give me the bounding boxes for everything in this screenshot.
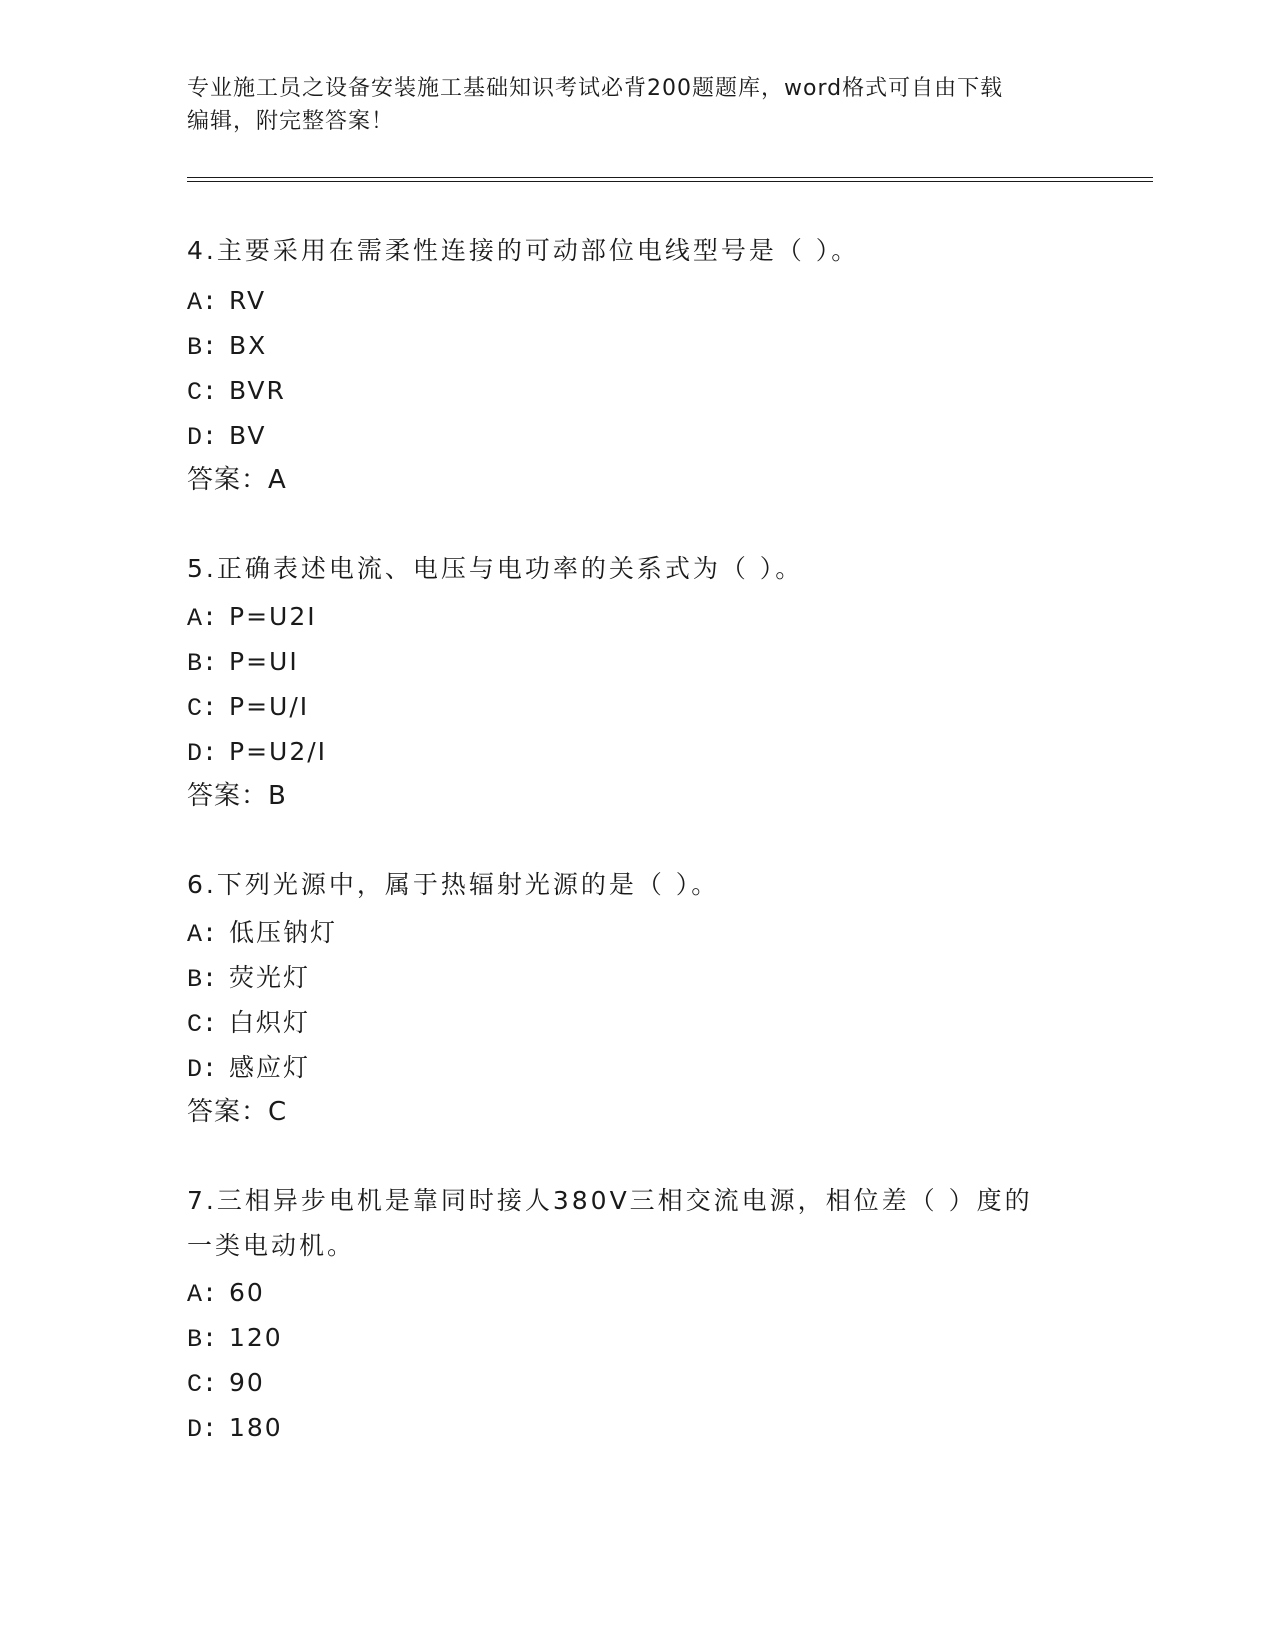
question-5-option-b	[187, 639, 299, 686]
header-line-2: 编辑，附完整答案！	[187, 109, 395, 134]
option-label: D:	[187, 1415, 218, 1444]
option-label: A:	[187, 1280, 218, 1309]
header-line-1: 专业施工员之设备安装施工基础知识考试必背200题题库，word格式可自由下载	[187, 76, 1004, 101]
option-label: C:	[187, 1010, 218, 1039]
option-text: 荧光灯	[229, 963, 311, 992]
question-6-option-b	[187, 955, 310, 1002]
option-label: D:	[187, 739, 218, 768]
question-5-option-c	[187, 684, 309, 731]
option-text: BV	[229, 421, 267, 450]
document-header	[187, 72, 1087, 138]
option-text: 感应灯	[229, 1053, 311, 1082]
question-6-option-d	[187, 1045, 310, 1092]
question-4-option-d	[187, 413, 266, 460]
option-text: 120	[229, 1323, 283, 1352]
option-text: 180	[229, 1413, 283, 1442]
option-label: B:	[187, 965, 218, 994]
question-4-stem: 4.主要采用在需柔性连接的可动部位电线型号是（ ）。	[187, 236, 860, 265]
option-label: A:	[187, 288, 218, 317]
header-divider-top	[187, 177, 1153, 178]
option-text: RV	[229, 286, 267, 315]
option-text: P=U/I	[229, 692, 310, 721]
option-label: D:	[187, 423, 218, 452]
option-text: P=U2/I	[229, 737, 328, 766]
option-text: P=U2I	[229, 602, 317, 631]
question-7-stem-line-2: 一类电动机。	[187, 1231, 356, 1260]
question-5-option-d	[187, 729, 327, 776]
option-label: C:	[187, 694, 218, 723]
option-label: C:	[187, 378, 218, 407]
question-7-stem-line-1: 7.三相异步电机是靠同时接人380V三相交流电源，相位差（ ）度的	[187, 1186, 1033, 1215]
question-4-option-a	[187, 278, 266, 325]
option-label: D:	[187, 1055, 218, 1084]
option-text: 60	[229, 1278, 265, 1307]
question-6-option-a	[187, 910, 337, 957]
question-6-stem: 6.下列光源中，属于热辐射光源的是（ ）。	[187, 870, 720, 899]
option-label: B:	[187, 1325, 218, 1354]
option-text: 白炽灯	[229, 1008, 311, 1037]
question-7-option-c	[187, 1360, 265, 1407]
option-label: B:	[187, 333, 218, 362]
question-4-option-b	[187, 323, 267, 370]
option-label: A:	[187, 604, 218, 633]
option-text: 90	[229, 1368, 265, 1397]
question-7-option-b	[187, 1315, 283, 1362]
header-divider-bottom	[187, 181, 1153, 182]
option-text: P=UI	[229, 647, 299, 676]
question-5-option-a	[187, 594, 317, 641]
question-4-answer: 答案：A	[187, 465, 287, 495]
option-text: 低压钠灯	[229, 918, 338, 947]
question-5-stem: 5.正确表述电流、电压与电功率的关系式为（ ）。	[187, 554, 804, 583]
question-7-option-d	[187, 1405, 283, 1452]
question-6-option-c	[187, 1000, 310, 1047]
option-text: BVR	[229, 376, 286, 405]
question-4-option-c	[187, 368, 286, 415]
option-label: A:	[187, 920, 218, 949]
question-6-answer: 答案：C	[187, 1097, 288, 1127]
option-label: C:	[187, 1370, 218, 1399]
question-7-option-a	[187, 1270, 265, 1317]
question-5-answer: 答案：B	[187, 781, 287, 811]
option-label: B:	[187, 649, 218, 678]
option-text: BX	[229, 331, 268, 360]
